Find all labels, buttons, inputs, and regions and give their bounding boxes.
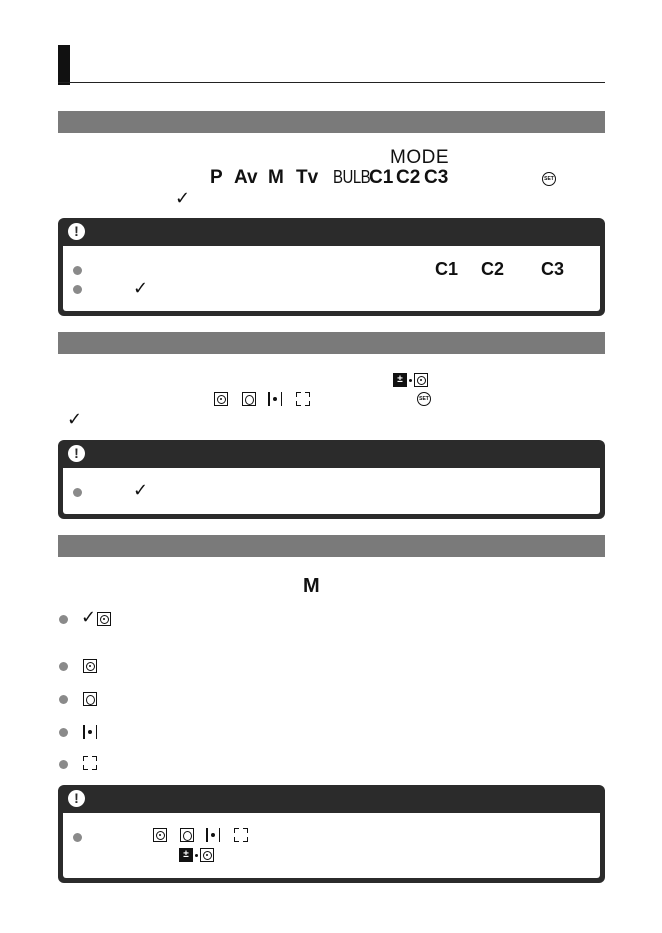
bullet [73, 833, 82, 842]
caution-box-3 [58, 785, 605, 883]
mode-tv: Tv [296, 167, 319, 188]
mode-c1: C1 [369, 167, 394, 188]
bullet [59, 615, 68, 624]
mode-label: MODE [390, 147, 449, 168]
caution-body [63, 813, 600, 878]
title-rule [58, 82, 605, 83]
section-heading-bar-3 [58, 535, 605, 557]
caution-header [58, 785, 605, 813]
mode-c2: C2 [481, 259, 505, 279]
caution-header [58, 440, 605, 468]
section-heading-bar-1 [58, 111, 605, 133]
caution-icon: ! [68, 445, 85, 462]
section-heading-bar-2 [58, 332, 605, 354]
flash-metering-icon [179, 848, 214, 862]
metering-spot-icon [206, 828, 220, 842]
metering-evaluative-icon [214, 392, 228, 406]
flash-comp-icon: ± [393, 373, 407, 387]
check-icon: ✓ [175, 188, 191, 209]
metering-evaluative-icon [153, 828, 167, 842]
bullet [73, 285, 82, 294]
mode-p: P [210, 167, 223, 188]
metering-evaluative-icon [200, 848, 214, 862]
check-icon: ✓ [81, 607, 97, 628]
mode-m: M [303, 575, 320, 597]
metering-centerweighted-icon [296, 392, 310, 406]
caution-body [63, 246, 600, 311]
caution-body [63, 468, 600, 514]
mode-m: M [268, 167, 284, 188]
metering-evaluative-icon [414, 373, 428, 387]
caution-icon: ! [68, 223, 85, 240]
metering-partial-icon [242, 392, 256, 406]
mode-bulb: BULB [333, 167, 371, 188]
metering-evaluative-icon [83, 659, 97, 673]
caution-icon: ! [68, 790, 85, 807]
metering-evaluative-icon [97, 612, 111, 626]
flash-comp-icon: ± [179, 848, 193, 862]
set-button-icon: SET [542, 172, 556, 186]
mode-av: Av [234, 167, 258, 188]
bullet [59, 662, 68, 671]
mode-c1: C1 [435, 259, 459, 279]
metering-partial-icon [83, 692, 97, 706]
caution-header [58, 218, 605, 246]
bullet [73, 266, 82, 275]
bullet [59, 760, 68, 769]
title-marker [58, 45, 70, 85]
metering-centerweighted-icon [234, 828, 248, 842]
mode-c2: C2 [396, 167, 421, 188]
check-icon: ✓ [67, 409, 83, 430]
mode-c3: C3 [541, 259, 565, 279]
set-button-icon: SET [417, 392, 431, 406]
caution-box-1 [58, 218, 605, 316]
caution-box-2 [58, 440, 605, 519]
check-icon: ✓ [133, 278, 149, 299]
check-icon: ✓ [133, 480, 149, 501]
metering-spot-icon [83, 725, 97, 739]
bullet [73, 488, 82, 497]
bullet [59, 728, 68, 737]
flash-metering-icon [393, 373, 428, 387]
metering-centerweighted-icon [83, 756, 97, 770]
metering-spot-icon [268, 392, 282, 406]
metering-partial-icon [180, 828, 194, 842]
mode-c3: C3 [424, 167, 449, 188]
bullet [59, 695, 68, 704]
